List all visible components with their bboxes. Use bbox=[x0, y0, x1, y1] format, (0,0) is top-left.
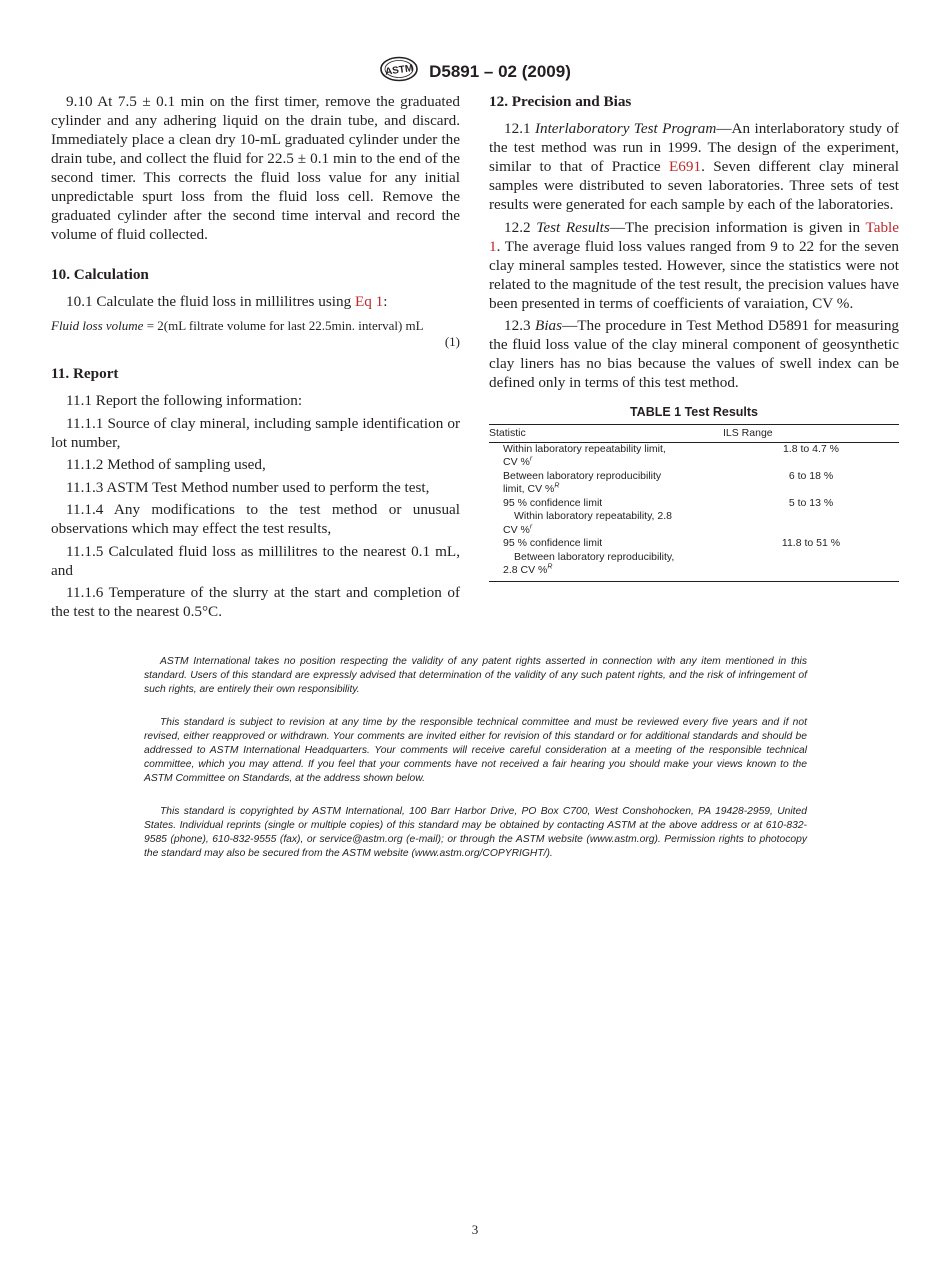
table-row bbox=[489, 442, 899, 470]
report-item: 11.1 Report the following information: bbox=[66, 392, 303, 409]
test-results-table-block bbox=[489, 404, 899, 582]
table-cell-statistic: 95 % confidence limit Between laboratory reproducibility, 2.8 CV %$^R$ bbox=[489, 537, 723, 581]
table-cell-statistic: Within laboratory repeatability limit, CV %$^r$ bbox=[503, 442, 666, 468]
page-number: 3 bbox=[471, 1222, 479, 1237]
table-cell-range: 11.8 to 51 % bbox=[723, 537, 899, 581]
svg-text:ASTM: ASTM bbox=[384, 63, 415, 78]
right-column bbox=[489, 92, 899, 582]
legal-notes bbox=[144, 655, 807, 881]
table-cell-statistic: 95 % confidence limit Within laboratory repeatability, 2.8 CV %$^r$ bbox=[503, 496, 672, 536]
page-header bbox=[0, 56, 950, 87]
document-designation: D5891 – 02 (2009) bbox=[429, 61, 571, 81]
report-item: 11.1.4 Any modifications to the test method or unusual observations which may effect the test results, bbox=[51, 501, 460, 537]
paragraph-12-1: 12.1 Interlaboratory Test Program—An interlaboratory study of the test method was run in 1999. The design of the experiment, similar to that of Practice E691. Seven different clay mineral samples were distributed to seven laboratories. Three sets of test results were generated for each sample by each of the laboratories. bbox=[489, 120, 899, 213]
equation-1: Fluid loss volume = 2(mL filtrate volume for last 22.5min. interval) mL bbox=[51, 318, 424, 333]
paragraph-10-1: 10.1 Calculate the fluid loss in millilitres using Eq 1: bbox=[66, 293, 388, 310]
table-cell-statistic: Between laboratory reproducibility limit, CV %$^R$ bbox=[503, 469, 662, 495]
equation-link[interactable]: Eq 1 bbox=[354, 293, 384, 310]
paragraph-9-10: 9.10 At 7.5 ± 0.1 min on the first timer, remove the graduated cylinder and any adhering liquid on the drain tube, and discard. Immediately place a clean dry 10-mL graduated cylinder under the drain tube, and collect the fluid for 22.5 ± 0.1 min to the end of the second timer. This corrects the fluid loss value for any initial unpredictable spurt loss from the fluid loss cell. Remove the graduated cylinder after the second time interval and record the volume of fluid collected. bbox=[51, 93, 460, 243]
table-row bbox=[489, 497, 899, 538]
section-heading-calculation: 10. Calculation bbox=[51, 266, 149, 283]
astm-logo-icon bbox=[379, 56, 419, 87]
table-header-row bbox=[489, 425, 899, 443]
table-1-link[interactable]: Table 1 bbox=[489, 218, 900, 255]
table-row bbox=[489, 537, 899, 581]
table-row bbox=[489, 470, 899, 497]
report-item: 11.1.2 Method of sampling used, bbox=[66, 456, 266, 473]
left-column bbox=[51, 92, 460, 625]
patent-notice: ASTM International takes no position respecting the validity of any patent rights asserted in connection with any item mentioned in this standard. Users of this standard are expressly advised that determination of the validity of any such patent rights, and the risk of infringement of such rights, are entirely their own responsibility. bbox=[144, 656, 807, 695]
practice-e691-link[interactable]: E691 bbox=[669, 158, 702, 175]
section-heading-precision-bias: 12. Precision and Bias bbox=[489, 93, 632, 110]
report-item: 11.1.6 Temperature of the slurry at the start and completion of the test to the nearest 0.5°C. bbox=[51, 584, 460, 620]
equation-number: (1) bbox=[444, 334, 460, 349]
report-item: 11.1.3 ASTM Test Method number used to perform the test, bbox=[66, 478, 430, 496]
table-cell-range: 6 to 18 % bbox=[788, 469, 834, 482]
table-cell-range: 5 to 13 % bbox=[788, 496, 834, 509]
table-header-ils-range: ILS Range bbox=[723, 425, 899, 443]
table-caption: TABLE 1 Test Results bbox=[629, 405, 759, 419]
paragraph-12-2: 12.2 Test Results—The precision information is given in Table 1. The average fluid loss values ranged from 9 to 22 for the seven clay mineral samples tested. However, since the statistics were not related to the magnitude of the test result, the precision values have been presented in terms of coefficients of varaiation, CV %. bbox=[489, 218, 900, 312]
table-cell-range: 1.8 to 4.7 % bbox=[782, 442, 840, 455]
report-item: 11.1.1 Source of clay mineral, including sample identification or lot number, bbox=[51, 414, 460, 451]
copyright-notice: This standard is copyrighted by ASTM International, 100 Barr Harbor Drive, PO Box C700, West Conshohocken, PA 19428-2959, United States. Individual reprints (single or multiple copies) of this standard may be obtained by contacting ASTM at the above address or at 610-832-9585 (phone), 610-832-9555 (fax), or service@astm.org (e-mail); or through the ASTM website (www.astm.org). Permission rights to photocopy the standard may also be secured from the ASTM website (www.astm.org/COPYRIGHT/). bbox=[144, 806, 807, 859]
paragraph-12-3: 12.3 Bias—The procedure in Test Method D5891 for measuring the fluid loss value of the clay mineral component of geosynthetic clay liners has no bias because the values of swell index can be defined only in terms of this test method. bbox=[489, 317, 900, 391]
section-heading-report: 11. Report bbox=[51, 365, 119, 382]
test-results-table bbox=[489, 424, 899, 582]
report-item: 11.1.5 Calculated fluid loss as millilitres to the nearest 0.1 mL, and bbox=[51, 542, 460, 579]
table-header-statistic: Statistic bbox=[489, 425, 723, 443]
revision-notice: This standard is subject to revision at any time by the responsible technical committee and must be reviewed every five years and if not revised, either reapproved or withdrawn. Your comments are invited either for revision of this standard or for additional standards and should be addressed to ASTM International Headquarters. Your comments will receive careful consideration at a meeting of the responsible technical committee, which you may attend. If you feel that your comments have not received a fair hearing you should make your views known to the ASTM Committee on Standards, at the address shown below. bbox=[144, 717, 807, 784]
